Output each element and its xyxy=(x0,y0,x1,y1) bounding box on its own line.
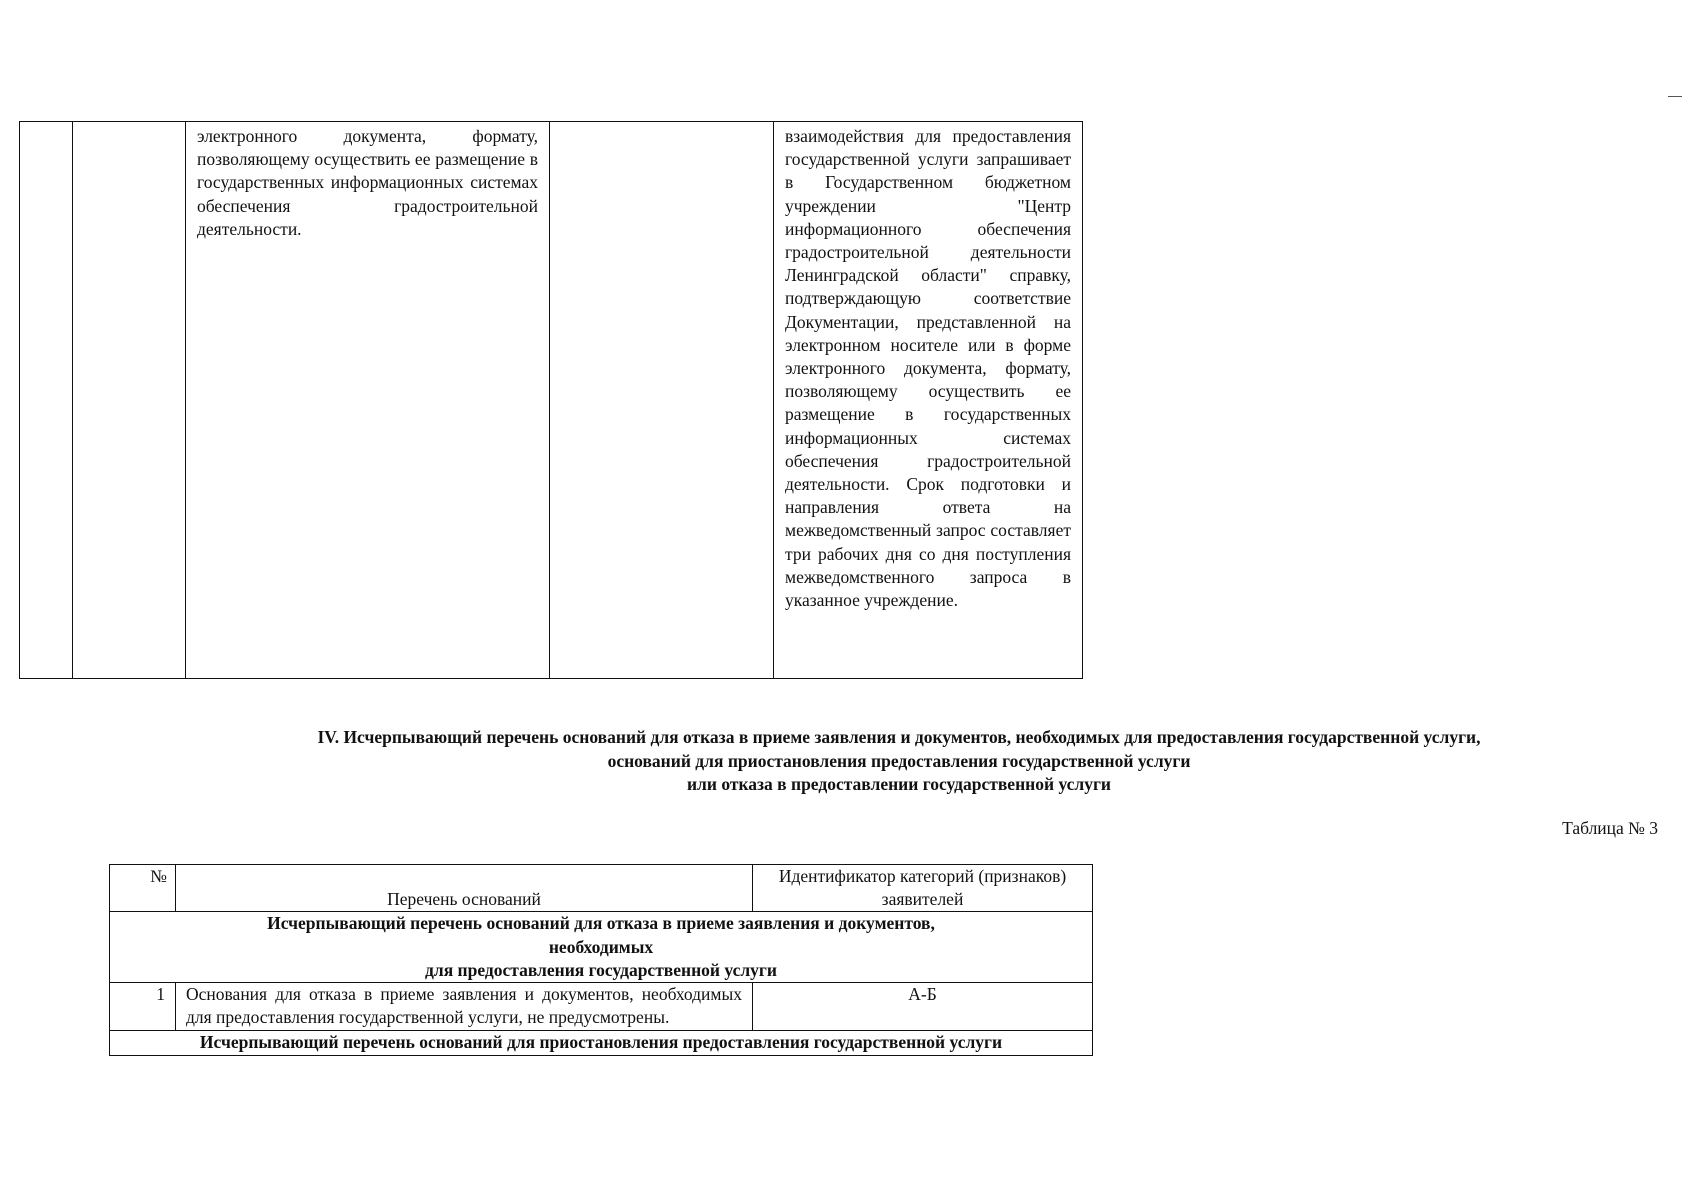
cell-empty-4 xyxy=(550,122,774,679)
table-header-row xyxy=(110,865,1093,912)
table-3 xyxy=(109,864,1093,1056)
group-heading-line-3: для предоставления государственной услуги xyxy=(425,959,777,980)
group-row-suspension xyxy=(110,1031,1093,1055)
group-heading-suspension: Исчерпывающий перечень оснований для приостановления предоставления государственной услуги xyxy=(110,1031,1093,1055)
header-identifier: Идентификатор категорий (признаков) заявителей xyxy=(753,865,1093,912)
section-heading xyxy=(100,726,1698,797)
header-list: Перечень оснований xyxy=(176,865,753,912)
continuation-table xyxy=(19,121,1083,679)
row-text: Основания для отказа в приеме заявления и документов, необходимых для предоставления государственной услуги, не предусмотрены. xyxy=(176,983,753,1031)
table-caption: Таблица № 3 xyxy=(1562,818,1658,838)
cell-interagency-request-text: взаимодействия для предоставления государственной услуги запрашивает в Государственном бюджетном учреждении "Центр информационного обеспечения градостроительной деятельности Ленинградской области" справку, подтверждающую соответствие Документации, представленной на электронном носителе или в форме электронного документа, формату, позволяющему осуществить ее размещение в государственных информационных системах обеспечения градостроительной деятельности. Срок подготовки и направления ответа на межведомственный запрос составляет три рабочих дня со дня поступления межведомственного запроса в указанное учреждение. xyxy=(774,122,1083,679)
row-identifier: А-Б xyxy=(753,983,1093,1031)
section-heading-line-3: или отказа в предоставлении государственной услуги xyxy=(686,774,1112,794)
header-num: № xyxy=(110,865,176,912)
table-row xyxy=(20,122,1083,679)
cell-empty-1 xyxy=(20,122,73,679)
section-heading-line-2: оснований для приостановления предоставления государственной услуги xyxy=(607,750,1191,771)
table-row xyxy=(110,983,1093,1031)
section-heading-line-1: IV. Исчерпывающий перечень оснований для отказа в приеме заявления и документов, необходимых для предоставления государственной услуги, xyxy=(317,727,1481,747)
group-heading-refusal xyxy=(110,912,1093,983)
page-edge-mark xyxy=(1668,96,1682,97)
row-num: 1 xyxy=(110,983,176,1031)
cell-document-format-text: электронного документа, формату, позволяющему осуществить ее размещение в государственных информационных системах обеспечения градостроительной деятельности. xyxy=(186,122,550,679)
group-heading-line-1: Исчерпывающий перечень оснований для отказа в приеме заявления и документов, xyxy=(267,913,935,934)
group-heading-line-2: необходимых xyxy=(548,936,654,957)
group-row-refusal xyxy=(110,912,1093,983)
cell-empty-2 xyxy=(73,122,186,679)
